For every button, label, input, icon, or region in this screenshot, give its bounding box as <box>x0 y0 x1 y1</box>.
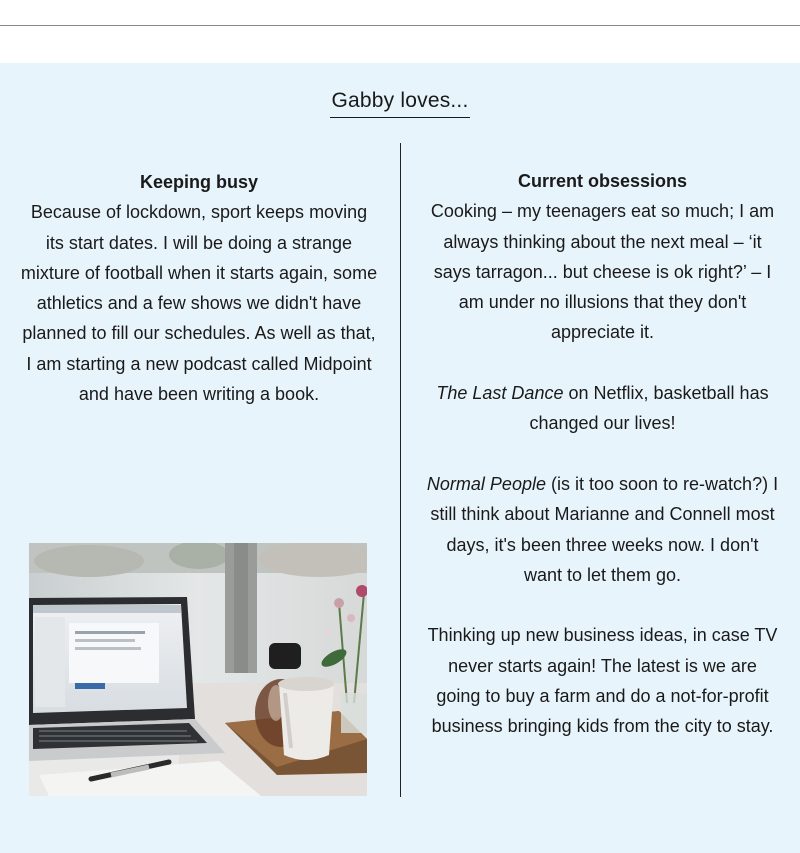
right-column <box>425 166 780 742</box>
normal-people-text: (is it too soon to re-watch?) I still think about Marianne and Connell most days, it's been three weeks now. I don't want to let them go. <box>430 473 779 585</box>
left-column <box>20 167 378 409</box>
heading-wrap <box>0 89 800 118</box>
laptop-desk-photo <box>29 543 367 796</box>
gabby-loves-panel <box>0 63 800 853</box>
last-dance-text: on Netflix, basketball has changed our lives! <box>529 383 769 434</box>
obsession-cooking: Cooking – my teenagers eat so much; I am always thinking about the next meal – ‘it says tarragon... but cheese is ok right?’ – I am under no illusions that they don't appreciate it. <box>430 201 775 343</box>
keeping-busy-title: Keeping busy <box>139 172 259 192</box>
obsession-normal-people <box>425 469 780 590</box>
last-dance-title: The Last Dance <box>436 383 564 404</box>
current-obsessions-title: Current obsessions <box>517 171 688 191</box>
keeping-busy-text: Because of lockdown, sport keeps moving its start dates. I will be doing a strange mixture of football when it starts again, some athletics and a few shows we didn't have planned to fill our schedules. As well as that, I am starting a new podcast called Midpoint and have been writing a book. <box>20 202 378 405</box>
normal-people-title: Normal People <box>426 473 546 494</box>
laptop-desk-photo-icon <box>29 543 367 796</box>
column-divider <box>400 143 401 797</box>
section-heading: Gabby loves... <box>330 89 469 118</box>
obsession-business-ideas: Thinking up new business ideas, in case TV never starts again! The latest is we are going to buy a farm and do a not-for-profit business bringing kids from the city to stay. <box>427 625 778 737</box>
top-divider <box>0 25 800 26</box>
obsession-last-dance <box>425 378 780 439</box>
